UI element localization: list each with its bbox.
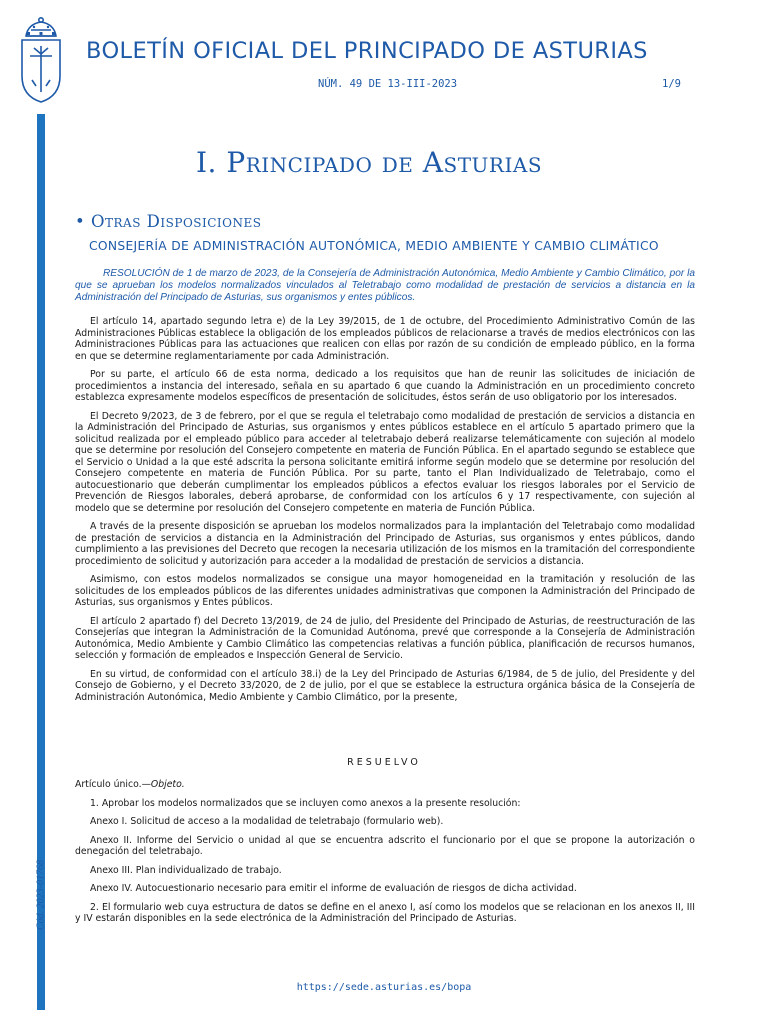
paragraph: Por su parte, el artículo 66 de esta norma, dedicado a los requisitos que han de reunir las solicitudes de iniciación de procedimientos a instancia del interesado, señala en su apartado 6 que cuando la Administración en un procedimiento concreto establezca expresamente modelos específicos de presentación de solicitudes, éstos serán de uso obligatorio por los interesados. xyxy=(75,369,695,403)
list-item: Anexo III. Plan individualizado de trabajo. xyxy=(90,864,282,876)
paragraph: El artículo 2 apartado f) del Decreto 13/2019, de 24 de julio, del Presidente del Principado de Asturias, de reestructuración de las Consejerías que integran la Administración de la Comunidad Autónoma, prevé que corresponde a la Consejería de Administración Autonómica, Medio Ambiente y Cambio Climático las competencias relativas a función pública, planificación de recursos humanos, selección y formación de empleados e Inspección General de Servicio. xyxy=(75,615,695,661)
paragraph: Asimismo, con estos modelos normalizados se consigue una mayor homogeneidad en la tramitación y resolución de las solicitudes de los empleados públicos de las diferentes unidades administrativas que componen la Administración del Principado de Asturias, sus organismos y Entes públicos. xyxy=(75,574,695,608)
article-label: Artículo único.— xyxy=(75,779,151,790)
asturias-coat-of-arms-logo xyxy=(16,14,66,104)
footer-link[interactable]: https://sede.asturias.es/bopa xyxy=(296,982,472,993)
paragraph: A través de la presente disposición se aprueban los modelos normalizados para la implantación del Teletrabajo como modalidad de prestación de servicios a distancia en la Administración del Principado de Asturias, sus organismos y entes públicos, dando cumplimiento a las previsiones del Decreto que recogen la necesaria utilización de los mismos en la tramitación del correspondiente procedimiento de solicitud y autorización para acceder a la modalidad de prestación de servicios a distancia. xyxy=(75,521,695,567)
section-title: I. Principado de Asturias xyxy=(196,146,543,179)
list-item: Anexo I. Solicitud de acceso a la modalidad de teletrabajo (formulario web). xyxy=(90,816,444,827)
paragraph: En su virtud, de conformidad con el artículo 38.i) de la Ley del Principado de Asturias 6/1984, de 5 de julio, del Presidente y del Consejo de Gobierno, y el Decreto 33/2020, de 2 de julio, por el que se establece la estructura orgánica básica de la Consejería de Administración Autonómica, Medio Ambiente y Cambio Climático, por la presente, xyxy=(75,668,695,703)
article-title: Objeto. xyxy=(150,779,185,790)
resolution-body xyxy=(75,779,695,932)
consejeria-heading: CONSEJERÍA DE ADMINISTRACIÓN AUTONÓMICA, MEDIO AMBIENTE Y CAMBIO CLIMÁTICO xyxy=(89,239,659,253)
list-item: 1. Aprobar los modelos normalizados que se incluyen como anexos a la presente resolución: xyxy=(90,797,521,809)
resolution-summary: RESOLUCIÓN de 1 de marzo de 2023, de la Consejería de Administración Autonómica, Medio Ambiente y Cambio Climático, por la que se aprueban los modelos normalizados vinculados al Teletrabajo como modalidad de prestación de servicios a distancia en la Administración del Principado de Asturias, sus organismos y entes públicos. xyxy=(75,268,695,303)
page-number: 1/9 xyxy=(662,78,681,90)
subsection-title: • Otras Disposiciones xyxy=(75,212,262,231)
bulletin-title: BOLETÍN OFICIAL DEL PRINCIPADO DE ASTURIAS xyxy=(86,38,648,64)
list-item: Anexo IV. Autocuestionario necesario para emitir el informe de evaluación de riesgos de dicha actividad. xyxy=(90,883,577,894)
resuelvo-heading: RESUELVO xyxy=(347,757,421,768)
list-item: 2. El formulario web cuya estructura de datos se define en el anexo I, así como los modelos que se relacionan en los anexos II, III y IV estarán disponibles en la sede electrónica de la Administración del Principado de Asturias. xyxy=(75,901,695,924)
body-text xyxy=(75,316,695,710)
issue-number: NÚM. 49 DE 13-III-2023 xyxy=(318,78,458,90)
document-code: Cód. 2023-01768 xyxy=(35,860,47,930)
paragraph: El Decreto 9/2023, de 3 de febrero, por el que se regula el teletrabajo como modalidad de prestación de servicios a distancia en la Administración del Principado de Asturias, sus organismos y entes públicos establece en el artículo 5 apartado primero que la solicitud realizada por el empleado público para acceder al teletrabajo deberá realizarse telemáticamente con sujeción al modelo que se determine por resolución del Consejero competente en materia de Función Pública. En el apartado segundo se establece que el Servicio o Unidad a la que esté adscrita la persona solicitante emitirá informe según modelo que se determine por resolución del Consejero competente en materia de Función Pública. Por su parte, tanto el Plan Individualizado de Teletrabajo, como el autocuestionario que deberán cumplimentar los empleados públicos a efectos evaluar los riesgos laborales por el Servicio de Prevención de Riesgos laborales, deberá aprobarse, de conformidad con los artículos 6 y 17 respectivamente, con sujeción al modelo que se determine por resolución del Consejero competente en materia de Función Pública. xyxy=(75,410,695,514)
paragraph: El artículo 14, apartado segundo letra e) de la Ley 39/2015, de 1 de octubre, del Procedimiento Administrativo Común de las Administraciones Públicas establece la obligación de los empleados públicos de relacionarse a través de medios electrónicos con las Administraciones Públicas para las actuaciones que realicen con ellas por razón de su condición de empleado público, en la forma en que se determine reglamentariamente por cada Administración. xyxy=(75,316,695,362)
list-item: Anexo II. Informe del Servicio o unidad al que se encuentra adscrito el funcionario por el que se propone la autorización o denegación del teletrabajo. xyxy=(75,834,695,857)
article-heading xyxy=(75,779,695,791)
